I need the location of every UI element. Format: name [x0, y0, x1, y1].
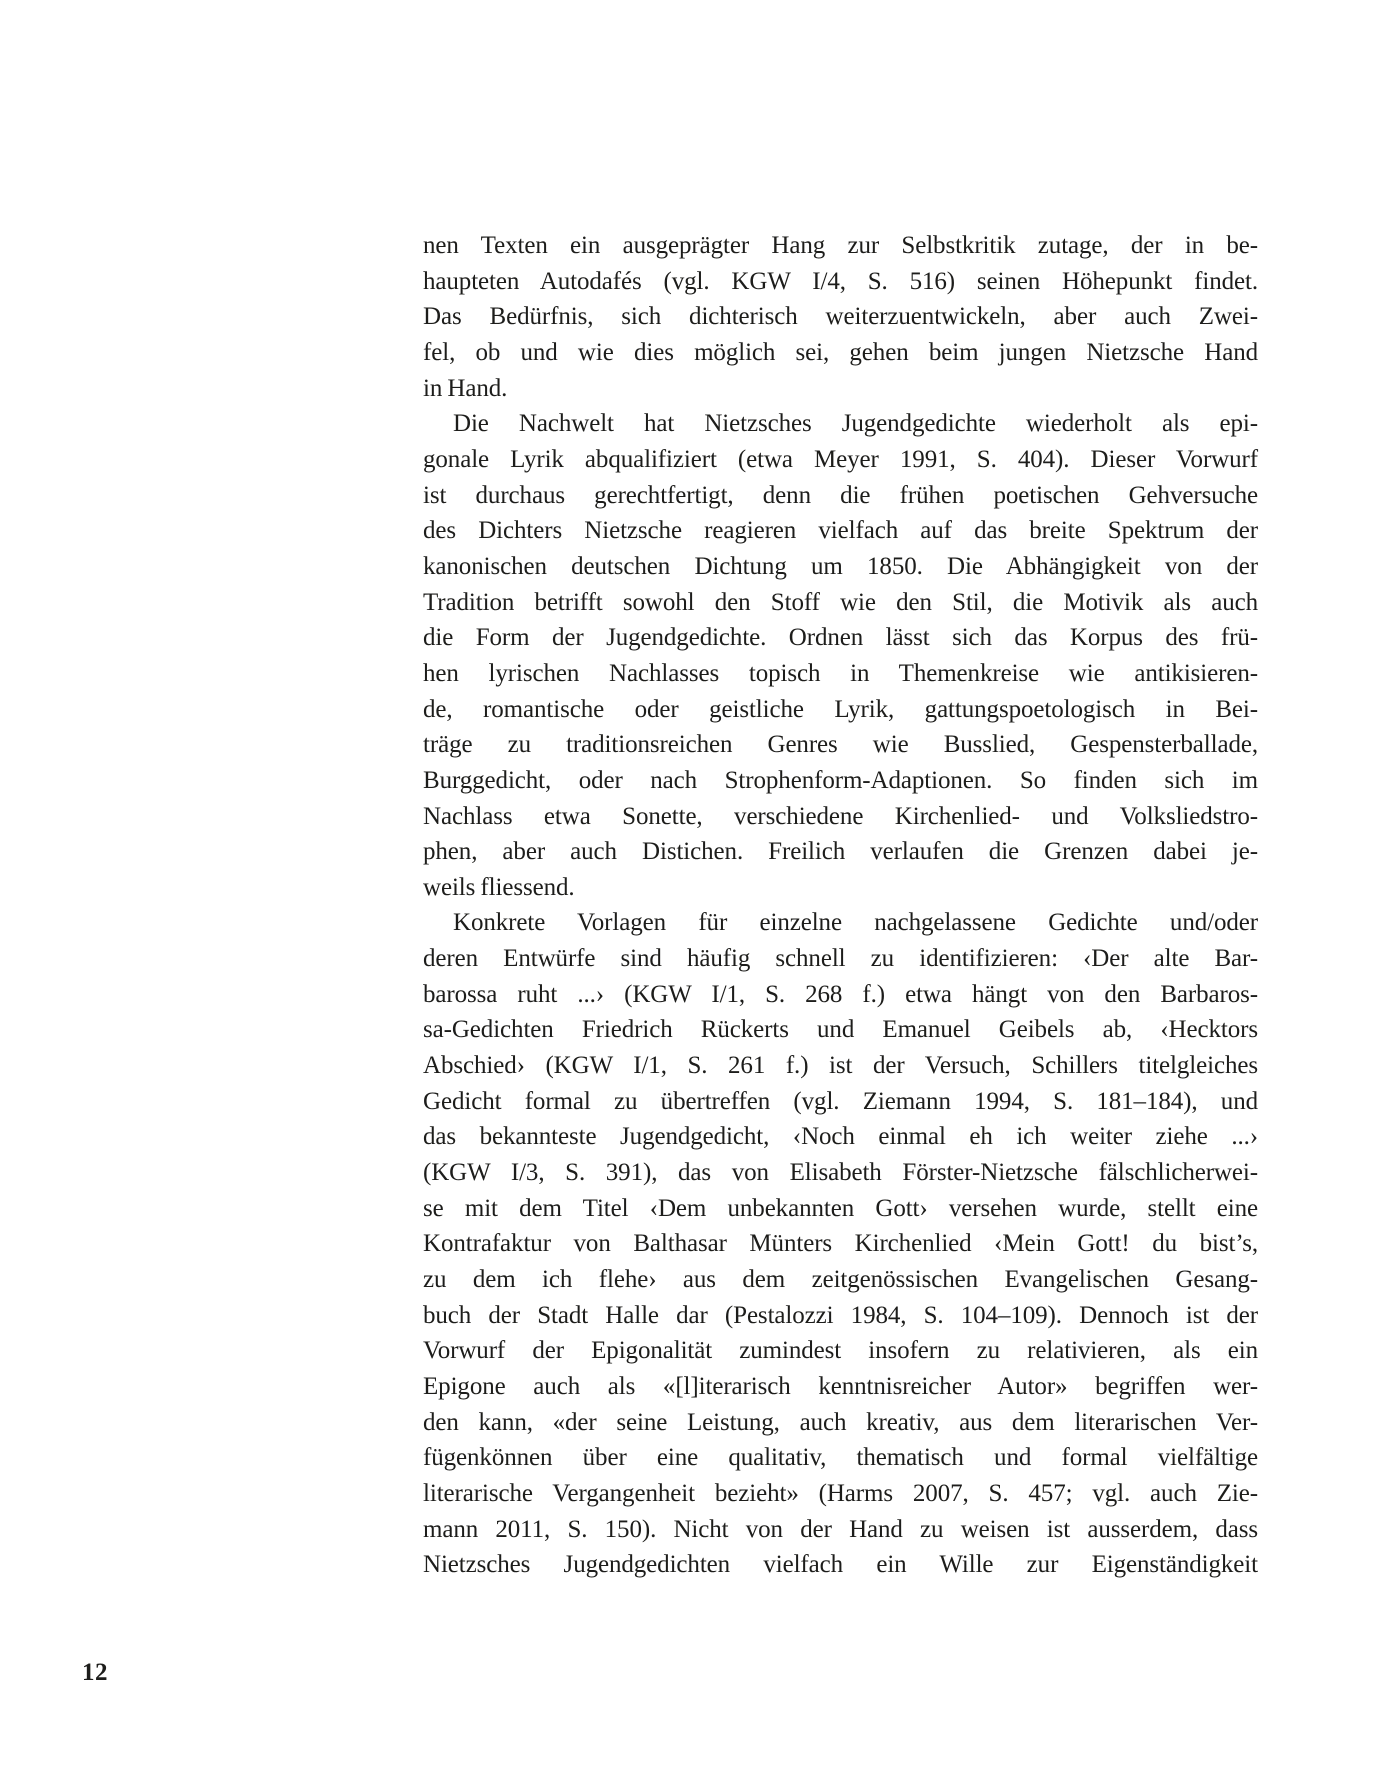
text-line: Nachlass etwa Sonette, verschiedene Kirchenlied- und Volksliedstro- — [423, 802, 1258, 830]
text-line: zu dem ich flehe› aus dem zeitgenössischen Evangelischen Gesang- — [423, 1266, 1258, 1294]
text-line: weils fliessend. — [423, 873, 575, 901]
text-line: Gedicht formal zu übertreffen (vgl. Ziemann 1994, S. 181–184), und — [423, 1087, 1258, 1115]
text-line: Burggedicht, oder nach Strophenform-Adaptionen. So finden sich im — [423, 766, 1258, 794]
text-line: des Dichters Nietzsche reagieren vielfach auf das breite Spektrum der — [423, 517, 1258, 545]
text-line: literarische Vergangenheit bezieht» (Harms 2007, S. 457; vgl. auch Zie- — [423, 1479, 1258, 1507]
text-line: Nietzsches Jugendgedichten vielfach ein Wille zur Eigenständigkeit — [423, 1551, 1258, 1579]
text-line: Die Nachwelt hat Nietzsches Jugendgedichte wiederholt als epi- — [453, 410, 1258, 438]
text-line: träge zu traditionsreichen Genres wie Busslied, Gespensterballade, — [423, 731, 1258, 759]
text-line: deren Entwürfe sind häufig schnell zu identifizieren: ‹Der alte Bar- — [423, 945, 1258, 973]
text-line: kanonischen deutschen Dichtung um 1850. Die Abhängigkeit von der — [423, 552, 1258, 580]
text-line: nen Texten ein ausgeprägter Hang zur Selbstkritik zutage, der in be- — [423, 232, 1258, 259]
page-number: 12 — [82, 1659, 108, 1686]
text-line: den kann, «der seine Leistung, auch kreativ, aus dem literarischen Ver- — [423, 1408, 1258, 1436]
text-line: hen lyrischen Nachlasses topisch in Themenkreise wie antikisieren- — [423, 659, 1258, 687]
text-line: Abschied› (KGW I/1, S. 261 f.) ist der Versuch, Schillers titelgleiches — [423, 1052, 1258, 1080]
main-text-block — [423, 228, 1258, 1583]
text-line: Konkrete Vorlagen für einzelne nachgelassene Gedichte und/oder — [453, 909, 1258, 937]
text-line: ist durchaus gerechtfertigt, denn die frühen poetischen Gehversuche — [423, 481, 1258, 509]
text-line: se mit dem Titel ‹Dem unbekannten Gott› versehen wurde, stellt eine — [423, 1194, 1258, 1222]
text-line: (KGW I/3, S. 391), das von Elisabeth Förster-Nietzsche fälschlicherwei- — [423, 1159, 1258, 1187]
text-line: de, romantische oder geistliche Lyrik, gattungspoetologisch in Bei- — [423, 695, 1258, 723]
text-line: mann 2011, S. 150). Nicht von der Hand zu weisen ist ausserdem, dass — [423, 1515, 1258, 1543]
text-line: Epigone auch als «[l]iterarisch kenntnisreicher Autor» begriffen wer- — [423, 1373, 1258, 1400]
text-line: die Form der Jugendgedichte. Ordnen lässt sich das Korpus des frü- — [423, 624, 1258, 652]
text-line: Das Bedürfnis, sich dichterisch weiterzuentwickeln, aber auch Zwei- — [423, 303, 1258, 331]
text-line: gonale Lyrik abqualifiziert (etwa Meyer 1991, S. 404). Dieser Vorwurf — [423, 445, 1258, 473]
text-line: in Hand. — [423, 374, 508, 402]
text-line: das bekannteste Jugendgedicht, ‹Noch einmal eh ich weiter ziehe ...› — [423, 1123, 1258, 1151]
text-line: barossa ruht ...› (KGW I/1, S. 268 f.) etwa hängt von den Barbaros- — [423, 980, 1258, 1008]
text-line: buch der Stadt Halle dar (Pestalozzi 1984, S. 104–109). Dennoch ist der — [423, 1301, 1258, 1329]
text-line: fel, ob und wie dies möglich sei, gehen beim jungen Nietzsche Hand — [423, 338, 1258, 366]
text-line: haupteten Autodafés (vgl. KGW I/4, S. 516) seinen Höhepunkt findet. — [423, 267, 1258, 295]
text-line: Kontrafaktur von Balthasar Münters Kirchenlied ‹Mein Gott! du bist’s, — [423, 1230, 1258, 1258]
text-line: Vorwurf der Epigonalität zumindest insofern zu relativieren, als ein — [423, 1337, 1258, 1365]
text-line: fügenkönnen über eine qualitativ, thematisch und formal vielfältige — [423, 1444, 1258, 1472]
text-line: Tradition betrifft sowohl den Stoff wie den Stil, die Motivik als auch — [423, 588, 1258, 616]
text-line: sa-Gedichten Friedrich Rückerts und Emanuel Geibels ab, ‹Hecktors — [423, 1016, 1258, 1044]
text-line: phen, aber auch Distichen. Freilich verlaufen die Grenzen dabei je- — [423, 838, 1258, 866]
